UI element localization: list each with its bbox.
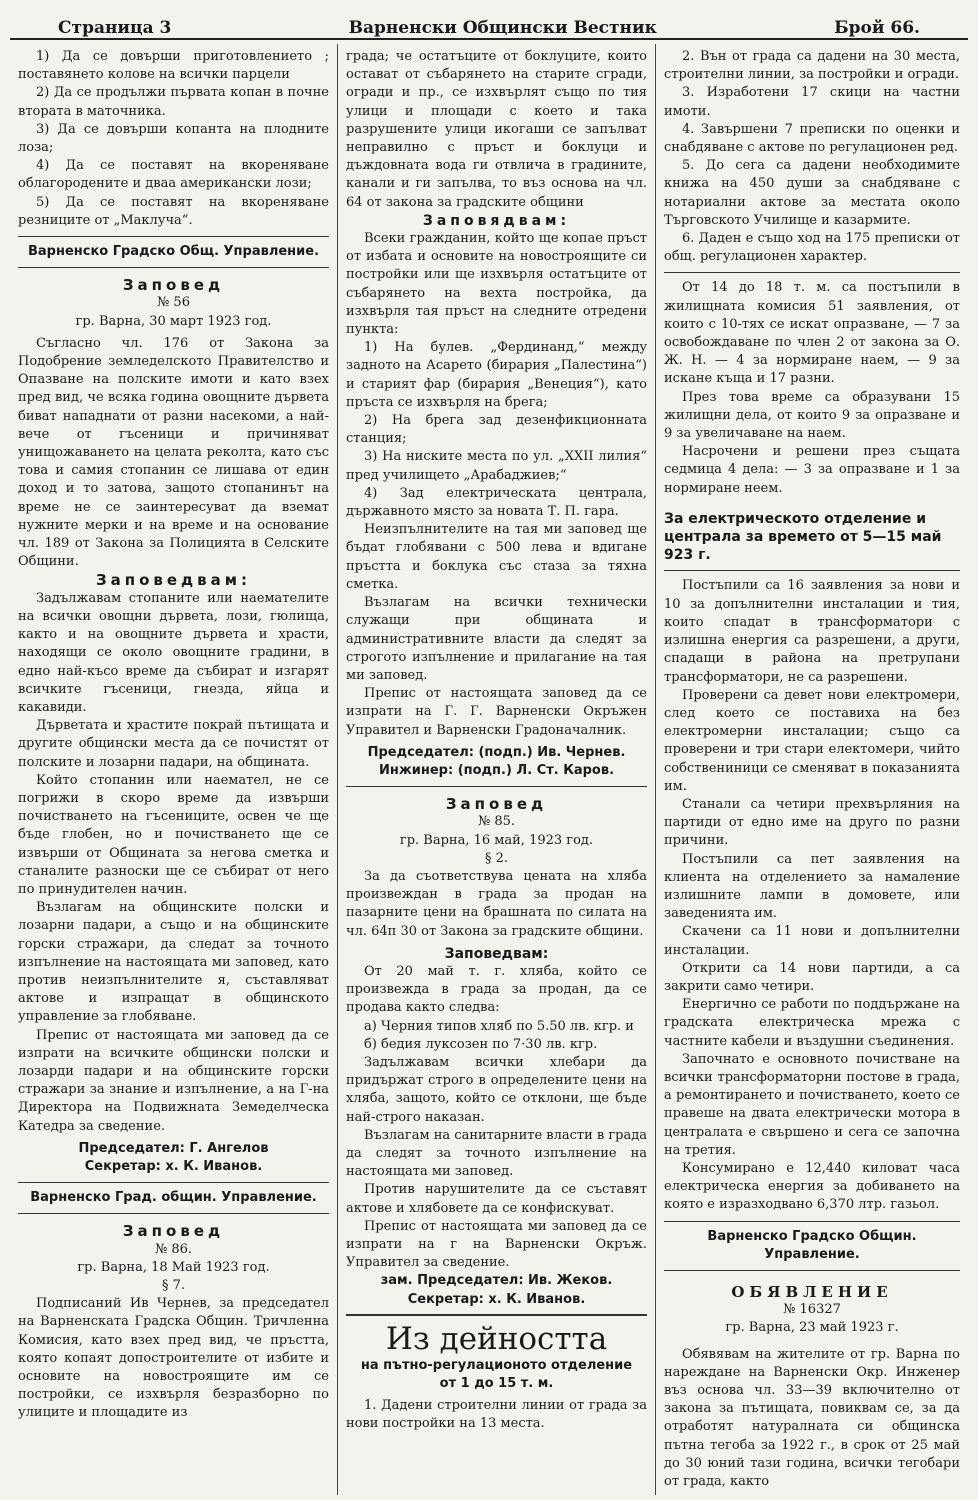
paragraph: града; че остатъците от боклуците, които остават от събарянето на старите сгради, огради и пр., се изхвърлят също по тия улици и площади с което и така разрушените улици икогаши се запълват неправилно с пръст и боклуци и дъждовната вода ги отвлича в градините, канали и ги запълва, то въз основа на чл. 64 от закона за градските общини [346,49,647,210]
paragraph: Консумирано е 12,440 киловат часа електрическа енергия за добиването на която е изразходвано 6,370 лтр. газьол. [664,1160,960,1213]
list-item: 1) На булев. „Фердинанд,“ между задното на Асарето (бирария „Палестина“) и старият фар (бирария „Венеция“), като пръста се изхвърля на брега; [346,340,647,410]
page-number: Страница 3 [58,18,172,38]
paragraph: Който стопанин или наемател, не се погрижи в скоро време да извърши почистването на гъсениците, освен че ще бъде глобен, но и почистването ще се извърши от Общината за негова сметка и станалите разноски ще се събират от него по принудителен начин. [18,772,329,897]
list-item: 4) Да се поставят на вкореняване облагородените и дваа американски лози; [18,158,329,192]
issuing-authority: Варненско Градско Общин. Управление. [707,1228,917,1262]
signature-secretary: Секретар: х. К. Иванов. [84,1158,263,1174]
section-mark: § 7. [161,1278,186,1293]
paragraph: Всеки гражданин, който ще копае пръст от избата и основите на новостроящите си постройки или ще изхвърля остатъците от събарянето на вехта постройка, да изхвърля тая пръст на следните отредени пунктa: [346,231,647,338]
section-mark: § 2. [484,850,509,866]
divider [664,272,960,273]
signature-chair: зам. Председател: Ив. Жеков. [380,1273,613,1289]
order-number: № 85. [477,814,516,830]
column-left [10,44,338,1495]
order-heading: Заповедвам: [95,571,252,590]
paragraph: Задължавам всички хлебари да придържат строго в определените цени на хляба, защото, който се отклони, ще бъде най-строго наказан. [346,1054,647,1125]
list-item: 3) Да се довърши копанта на плодните лоза; [18,121,329,156]
signature-secretary: Секретар: х. К. Иванов. [407,1291,586,1307]
paragraph: Препис от настоящата ми заповед да се изпрати на г на Варненски Окръж. Управител за сведение. [346,1218,647,1271]
order-title: Заповед [122,1222,225,1241]
divider [18,1213,329,1214]
paragraph: За да съответствува цената на хляба произвеждан в града за продан на пазарните цени на брашната по силата на чл. 64п 30 от Закона за градските общини. [346,868,647,939]
paragraph: От 20 май т. г. хляба, който се произвежда в града за продан, да се продава както следва: [346,963,647,1016]
paragraph: Препис от настоящата заповед да се изпрати на Г. Г. Варненски Окръжен Управител и Варненски Градоначалник. [346,686,647,738]
notice-title: ОБЯВЛЕНИЕ [731,1283,893,1301]
column-right [656,44,968,1495]
list-item: 2) На брега зад дезенфикционната станция; [346,413,647,447]
paragraph: Станали са четири прехвърляния на партиди от едно име на друго по разни причини. [664,796,960,849]
paragraph: Постъпили са 16 заявления за нови и 10 за допълнителни инсталации и тия, които спадат в трансформатори с излишна енергия са разрешени, а други, спадащи в района на претрупани трансформатори, не са разрешени. [664,578,960,685]
list-item: 4. Завършени 7 преписки по оценки и снабдяване с актове по регулационен ред. [664,121,960,156]
paragraph: Възлагам на всички технически служащи при общината и административните власти да следят за строгото изпълнение и прилагание на тая ми заповед. [346,595,647,683]
paragraph: Открити са 14 нови партиди, а са закрити само четири. [664,960,960,994]
paragraph: Обявявам на жителите от гр. Варна по нареждане на Варненски Окр. Инженер въз основа чл. 33—39 включително от закона за пътищата, повиквам се, за да отработят натуралната си общинска пътна тегоба за 1922 г., в срок от 25 май до 30 юний тази година, всички тегобари от града, както [664,1346,960,1490]
list-item: 5. До сега са дадени необходимите книжа на 450 души за снабдяване с нотариални актове за местата около Търговското Училище и казармите. [664,158,960,228]
list-item: а) Черния типов хляб по 5.50 лв. кгр. и [364,1018,634,1034]
order-date: гр. Варна, 18 Май 1923 год. [77,1259,270,1275]
list-item: 4) Зад електрическата централа, държавното място за новата Т. П. гара. [346,485,647,520]
list-item: 1. Дадени строителни линии от града за нови постройки на 13 места. [346,1398,647,1432]
divider [346,1314,647,1316]
list-item: 3. Изработени 17 скици на частни имоти. [664,85,960,119]
divider [664,1221,960,1222]
paragraph: Против нарушителите да се съставят актове и хлябовете да се конфискуват. [346,1182,647,1216]
divider [18,236,329,237]
section-title: Из дейността [385,1320,608,1357]
order-title: Заповед [122,276,225,295]
order-number: № 56 [157,295,190,311]
list-item: 5) Да се поставят на вкореняване резниците от „Маклуча“. [18,194,329,228]
paragraph: Препис от настоящата ми заповед да се изпрати на всичките общински полски и лозарди падари и на общинските горски стражари за знание и изпълнение, а на Г-на Директора на Подвижната Земеделческа Катедра за сведение. [18,1027,329,1134]
divider [346,786,647,787]
divider [18,1182,329,1183]
page-header [10,12,968,40]
paragraph: Неизпълнителите на тая ми заповед ще бъдат глобявани с 500 лева и вдигане пръстта и боклука със стаза за тяхна сметка. [346,522,647,592]
order-date: гр. Варна, 16 май, 1923 год. [399,832,594,848]
paragraph: Скачени са 11 нови и допълнителни инсталации. [664,924,960,958]
order-title: Заповед [445,795,548,814]
list-item: 2) Да се продължи първата копан в почне втората в маточника. [18,85,329,119]
issuing-authority: Варненско Град. общин. Управление. [30,1190,317,1206]
notice-date: гр. Варна, 23 май 1923 г. [725,1320,899,1336]
signature-engineer: Инжинер: (подп.) Л. Ст. Каров. [378,762,615,778]
section-subtitle: на пътно-регулационото отделение [360,1357,633,1373]
newspaper-title: Варненски Общински Вестник [348,18,657,38]
paragraph: Възлагам на санитарните власти в града да следят за точното изпълнение на настоящата ми заповед. [346,1127,647,1180]
notice-number: № 16327 [783,1302,841,1318]
issuing-authority: Варненско Градско Общ. Управление. [27,244,320,260]
order-date: гр. Варна, 30 март 1923 год. [75,313,272,329]
list-item: 2. Вън от града са дадени на 30 места, строителни линии, за постройки и огради. [664,49,960,83]
list-item: б) бедия луксозен по 7·30 лв. кгр. [364,1036,598,1052]
divider [664,570,960,571]
list-item: 6. Даден е също ход на 175 преписки от общ. регулационен характер. [664,231,960,265]
paragraph: Възлагам на общинските полски и лозарни падари, а също и на общинските горски стражари, да следат за точното изпълнение на настоящата ми заповед, като против неизпълнителите я, съставляват актове и изпращат в общинското управление за глобяване. [18,900,329,1025]
paragraph: Насрочени и решени през същата седмица 4 дела: — 3 за опразване и 1 за нормиране неем. [664,444,960,496]
columns [10,44,968,1495]
section-subtitle: от 1 до 15 т. м. [439,1376,554,1392]
paragraph: Съгласно чл. 176 от Закона за Подобрение земледелското Правителство и Опазване на полските имоти и като взех пред вид, че всяка година овощните дървета биват нападнати от разни насекоми, а най-вече от гъсеници и причиняват унищожаването на целата реколта, като със това и самия стопанин се лишава от един доход и то затова, защото стопанинът на време не се заинтересуват да вземат нужните мерки и на време и на основание чл. 189 от Закона за Полицията в Селските Общини. [18,335,329,570]
column-middle [338,44,656,1495]
paragraph: Задължавам стопаните или наемателите на всички овощни дървета, лози, гюлища, както и на овощните дървета и храсти, находящи се около овощните градини, в едно най-късо време да събират и изгарят всичките гъсеници, гнезда, яйца и какавиди. [18,590,329,715]
paragraph: Започнато е основното почистване на всички трансформаторни постове в града, а ремонтирането и почистването, което се правеше на двата електрически мотора в централата е свършено и сега се започна на третия. [664,1051,960,1158]
paragraph: Подписаний Ив Чернев, за председател на Варненската Градска Общин. Тричленна Комисия, като взех пред вид, че пръстта, която копаят допостроителите от избите и основите на новостроящите им се постройки, се изхвърля безразборно по улиците и площадите из [18,1296,329,1421]
signature-chair: Председател: (подп.) Ив. Чернев. [367,744,626,760]
order-heading: Заповедвам: [444,945,549,962]
paragraph: Постъпили са пет заявления на клиента на отделението за намаление излишните лампи в домовете, или заведенията им. [664,851,960,922]
issue-number: Брой 66. [834,18,920,38]
section-title: За електрическото отделение и централа за времето от 5—15 май 923 г. [664,510,942,564]
list-item: 3) На ниските места по ул. „XXII лилия“ пред училището „Арабаджиев;“ [346,449,647,483]
divider [664,1270,960,1271]
divider [18,267,329,268]
order-heading: Заповядвам: [422,212,571,229]
paragraph: Дърветата и храстите покрай пътищата и другите общински места да се почистят от полските и лозарни падари, на общината. [18,718,329,770]
signature-chair: Председател: Г. Ангелов [78,1140,269,1156]
paragraph: През това време са образувани 15 жилищни дела, от които 9 за опразване и 9 за увеличаване на наем. [664,389,960,442]
order-number: № 86. [154,1241,193,1257]
list-item: 1) Да се довърши приготовлението ; поставянето колове на всички парцели [18,49,329,83]
paragraph: От 14 до 18 т. м. са постъпили в жилищната комисия 51 заявления, от които с 10-тях се искат опразване, — 7 за освобождаване по член 2 от закона за О. Ж. Н. — 4 за нормиране наем, — 9 за искане къща и 17 разни. [664,280,960,387]
paragraph: Проверени са девет нови електромери, след което се поставиха на без електромерни инсталации; също са проверени и три стари електомери, чийто собствениници се сменяват в показанията им. [664,687,960,794]
paragraph: Енергично се работи по поддържане на градската електрическа мрежа с частните кабели и въздушни съединения. [664,997,960,1049]
